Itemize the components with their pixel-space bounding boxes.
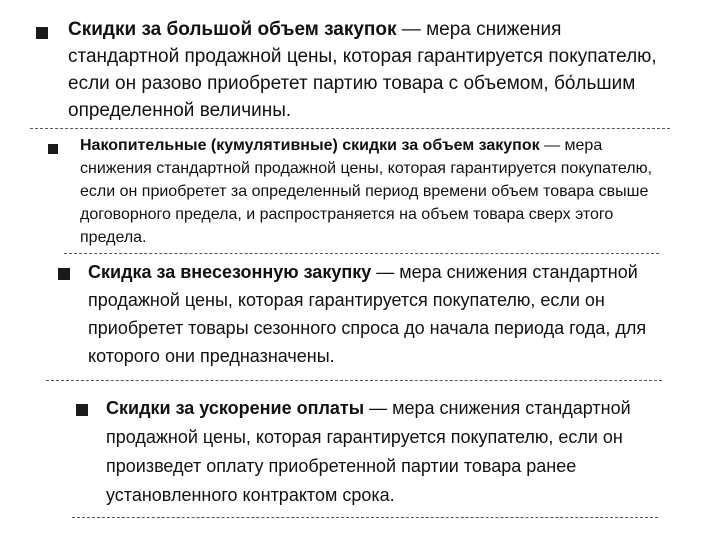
discount-description: — мера снижения стандартной продажной цены, которая гарантируется покупателю, если он приобретет товары сезонного спроса до начала периода года, для которого они предназначены. [88,262,647,366]
square-bullet-icon [76,404,88,416]
discount-term: Скидки за ускорение оплаты [106,398,365,418]
discount-description: — мера снижения стандартной продажной цены, которая гарантируется покупателю, если он разово приобретет партию товара с объемом, бо́льшим определенной величины. [68,19,657,121]
discount-description: — мера снижения стандартной продажной цены, которая гарантируется покупателю, если он произведет оплату приобретенной партии товара ранее установленного контрактом срока. [106,398,631,505]
discount-definition [106,394,671,510]
dashed-divider [72,517,658,518]
discount-term: Скидки за большой объем закупок [68,19,397,40]
discount-term: Накопительные (кумулятивные) скидки за объем закупок [80,137,540,154]
discount-term: Скидка за внесезонную закупку [88,262,372,282]
discount-description: — мера снижения стандартной продажной цены, которая гарантируется покупателю, если он приобретет за определенный период времени объем товара свыше договорного предела, и распространяется на объем товара сверх этого предела. [80,137,653,246]
